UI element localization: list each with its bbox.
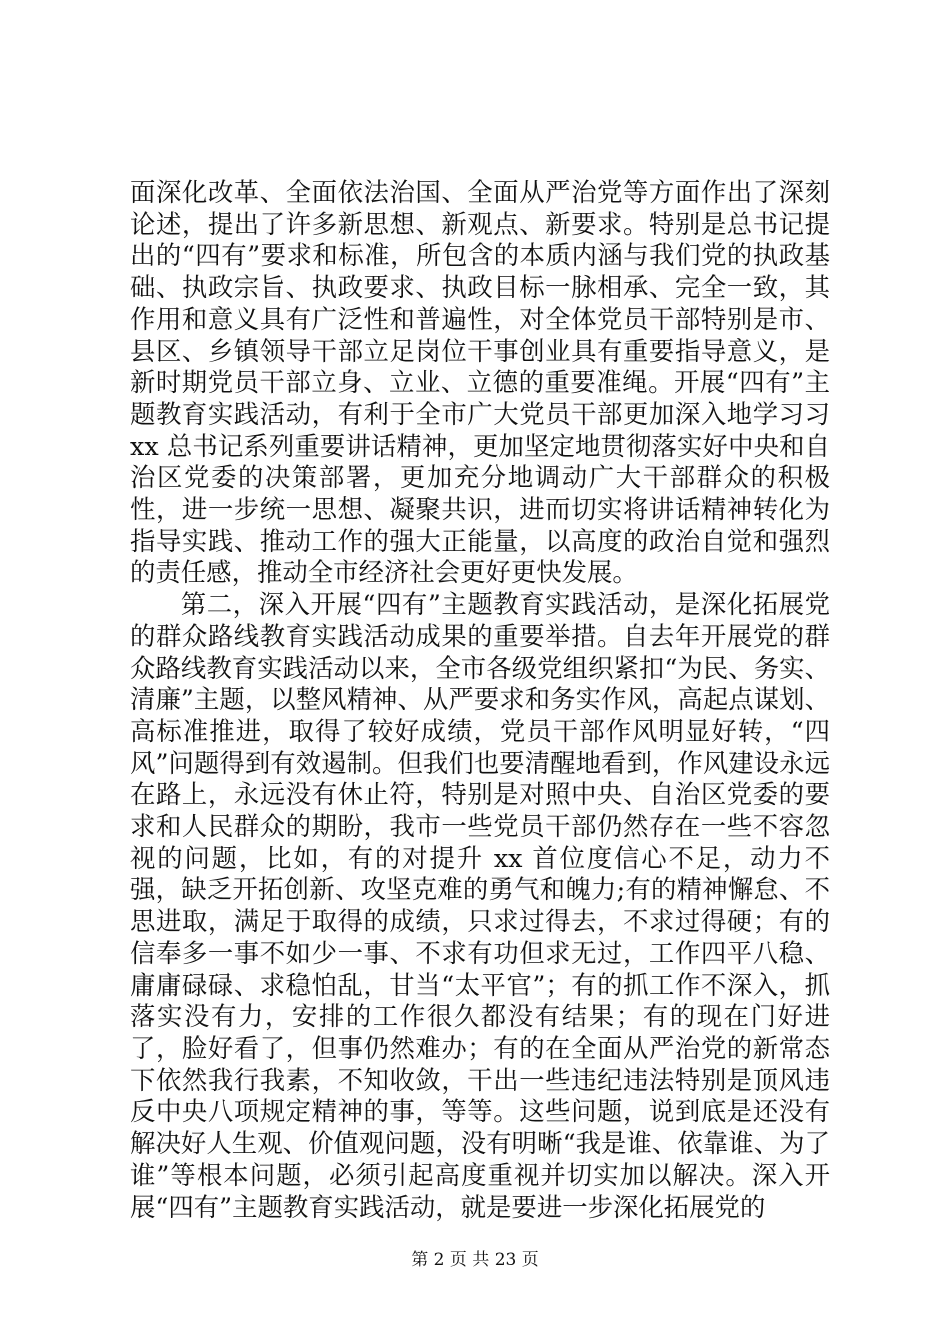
document-body [130,177,830,1223]
paragraph-1: 面深化改革、全面依法治国、全面从严治党等方面作出了深刻论述，提出了许多新思想、新观点、新要求。特别是总书记提出的“四有”要求和标准，所包含的本质内涵与我们党的执政基础、执政宗旨、执政要求、执政目标一脉相承、完全一致，其作用和意义具有广泛性和普遍性，对全体党员干部特别是市、县区、乡镇领导干部立足岗位干事创业具有重要指导意义，是新时期党员干部立身、立业、立德的重要准绳。开展“四有”主题教育实践活动，有利于全市广大党员干部更加深入地学习习 xx 总书记系列重要讲话精神，更加坚定地贯彻落实好中央和自治区党委的决策部署，更加充分地调动广大干部群众的积极性，进一步统一思想、凝聚共识，进而切实将讲话精神转化为指导实践、推动工作的强大正能量，以高度的政治自觉和强烈的责任感，推动全市经济社会更好更快发展。 [130,177,830,588]
page-number-footer: 第 2 页 共 23 页 [411,1250,539,1270]
paragraph-2: 第二，深入开展“四有”主题教育实践活动，是深化拓展党的群众路线教育实践活动成果的重要举措。自去年开展党的群众路线教育实践活动以来，全市各级党组织紧扣“为民、务实、清廉”主题，以整风精神、从严要求和务实作风，高起点谋划、高标准推进，取得了较好成绩，党员干部作风明显好转，“四风”问题得到有效遏制。但我们也要清醒地看到，作风建设永远在路上，永远没有休止符，特别是对照中央、自治区党委的要求和人民群众的期盼，我市一些党员干部仍然存在一些不容忽视的问题，比如，有的对提升 xx 首位度信心不足，动力不强，缺乏开拓创新、攻坚克难的勇气和魄力;有的精神懈怠、不思进取，满足于取得的成绩，只求过得去，不求过得硬；有的信奉多一事不如少一事、不求有功但求无过，工作四平八稳、庸庸碌碌、求稳怕乱，甘当“太平官”；有的抓工作不深入，抓落实没有力，安排的工作很久都没有结果；有的现在门好进了，脸好看了，但事仍然难办；有的在全面从严治党的新常态下依然我行我素，不知收敛，干出一些违纪违法特别是顶风违反中央八项规定精神的事，等等。这些问题，说到底是还没有解决好人生观、价值观问题，没有明晰“我是谁、依靠谁、为了谁”等根本问题，必须引起高度重视并切实加以解决。深入开展“四有”主题教育实践活动，就是要进一步深化拓展党的 [130,589,830,1222]
